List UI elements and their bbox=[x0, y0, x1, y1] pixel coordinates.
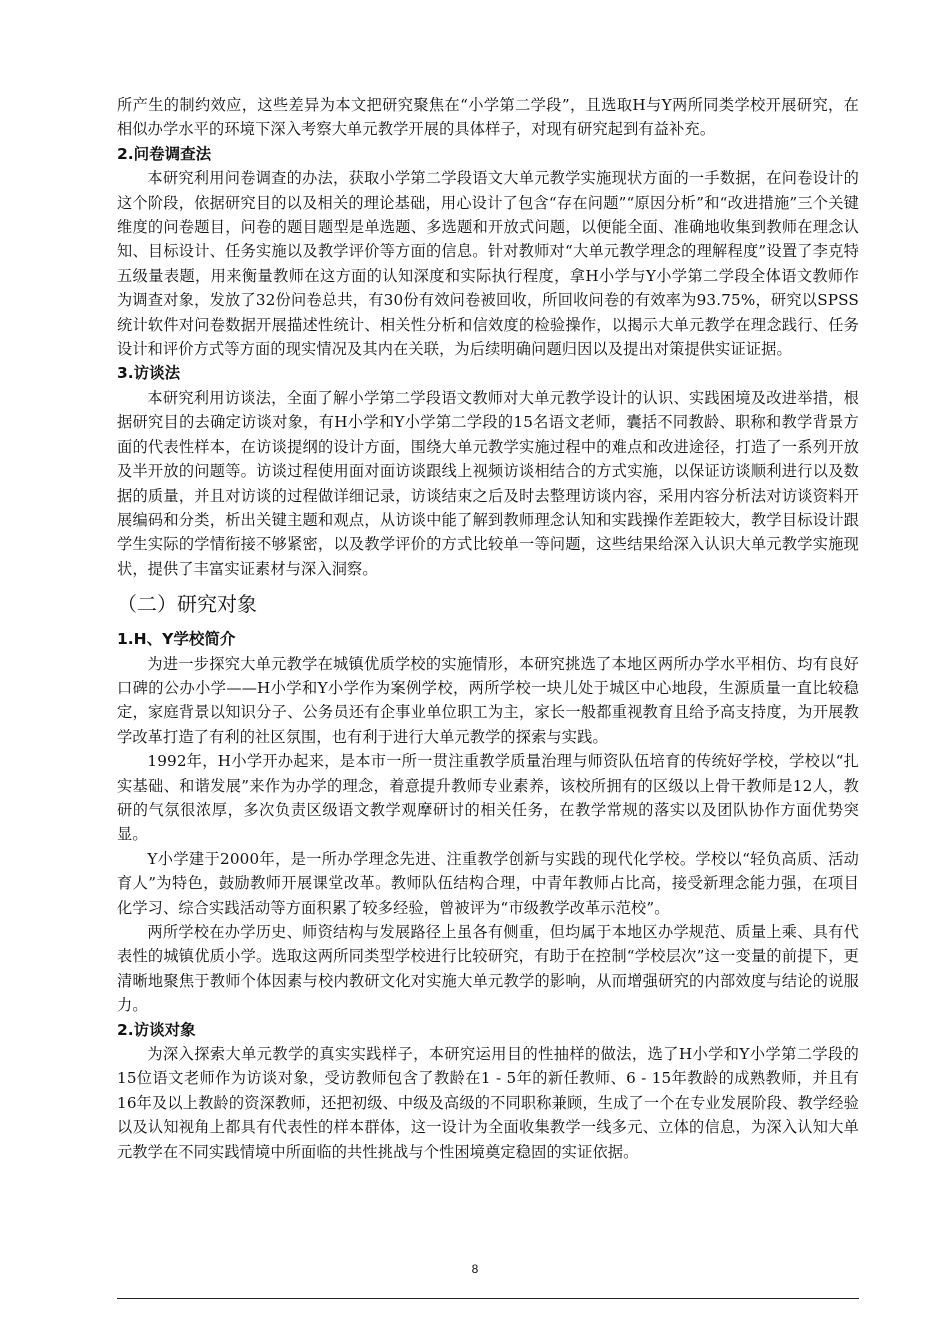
questionnaire-paragraph: 本研究利用问卷调查的办法，获取小学第二学段语文大单元教学实施现状方面的一手数据，在问卷设计的这个阶段，依据研究目的以及相关的理论基础，用心设计了包含“存在问题”“原因分析”和“改进措施”三个关键维度的问卷题目，问卷的题目题型是单选题、多选题和开放式问题，以便能全面、准确地收集到教师在理念认知、目标设计、任务实施以及教学评价等方面的信息。针对教师对“大单元教学理念的理解程度”设置了李克特五级量表题，用来衡量教师在这方面的认知深度和实际执行程度，拿H小学与Y小学第二学段全体语文教师作为调查对象，发放了32份问卷总共，有30份有效问卷被回收，所回收问卷的有效率为93.75%，研究以SPSS统计软件对问卷数据开展描述性统计、相关性分析和信效度的检验操作，以揭示大单元教学在理念践行、任务设计和评价方式等方面的现实情况及其内在关联，为后续明确问题归因以及提出对策提供实证证据。 bbox=[117, 169, 859, 359]
interviewees-heading: 2.访谈对象 bbox=[117, 1020, 196, 1039]
schools-paragraph-2: 1992年，H小学开办起来，是本市一所一贯注重教学质量治理与师资队伍培育的传统好学校，学校以“扎实基础、和谐发展”来作为办学的理念，着意提升教师专业素养，该校所拥有的区级以上骨干教师是12人，教研的气氛很浓厚，多次负责区级语文教学观摩研讨的相关任务，在教学常规的落实以及团队协作方面优势突显。 bbox=[117, 752, 859, 844]
schools-paragraph-4: 两所学校在办学历史、师资结构与发展路径上虽各有侧重，但均属于本地区办学规范、质量上乘、具有代表性的城镇优质小学。选取这两所同类型学校进行比较研究，有助于在控制“学校层次”这一变量的前提下，更清晰地聚焦于教师个体因素与校内教研文化对实施大单元教学的影响，从而增强研究的内部效度与结论的说服力。 bbox=[117, 923, 859, 1015]
footer-divider bbox=[117, 1298, 859, 1299]
schools-paragraph-1: 为进一步探究大单元教学在城镇优质学校的实施情形，本研究挑选了本地区两所办学水平相仿、均有良好口碑的公办小学——H小学和Y小学作为案例学校，两所学校一块儿处于城区中心地段，生源质量一直比较稳定，家庭背景以知识分子、公务员还有企事业单位职工为主，家长一般都重视教育且给予高支持度，为开展教学改革打造了有利的社区氛围，也有利于进行大单元教学的探索与实践。 bbox=[117, 654, 859, 746]
schools-paragraph-3: Y小学建于2000年，是一所办学理念先进、注重教学创新与实践的现代化学校。学校以“轻负高质、活动育人”为特色，鼓励教师开展课堂改革。教师队伍结构合理，中青年教师占比高，接受新理念能力强，在项目化学习、综合实践活动等方面积累了较多经验，曾被评为“市级教学改革示范校”。 bbox=[117, 849, 859, 917]
intro-paragraph: 所产生的制约效应，这些差异为本文把研究聚焦在“小学第二学段”，且选取H与Y两所同类学校开展研究，在相似办学水平的环境下深入考察大单元教学开展的具体样子，对现有研究起到有益补充。 bbox=[117, 96, 859, 139]
interview-method-paragraph: 本研究利用访谈法，全面了解小学第二学段语文教师对大单元教学设计的认识、实践困境及改进举措，根据研究目的去确定访谈对象，有H小学和Y小学第二学段的15名语文老师，囊括不同教龄、职称和教学背景方面的代表性样本，在访谈提纲的设计方面，围绕大单元教学实施过程中的难点和改进途径，打造了一系列开放及半开放的问题等。访谈过程使用面对面访谈跟线上视频访谈相结合的方式实施，以保证访谈顺利进行以及数据的质量，并且对访谈的过程做详细记录，访谈结束之后及时去整理访谈内容，采用内容分析法对访谈资料开展编码和分类，析出关键主题和观点，从访谈中能了解到教师理念认知和实践操作差距较大，教学目标设计跟学生实际的学情衔接不够紧密，以及教学评价的方式比较单一等问题，这些结果给深入认识大单元教学实施现状，提供了丰富实证素材与深入洞察。 bbox=[117, 388, 859, 578]
research-objects-heading: （二）研究对象 bbox=[117, 592, 257, 617]
questionnaire-heading: 2.问卷调查法 bbox=[117, 144, 212, 163]
interview-method-heading: 3.访谈法 bbox=[117, 364, 181, 383]
schools-intro-heading: 1.H、Y学校简介 bbox=[117, 630, 236, 649]
page-number: 8 bbox=[471, 1262, 479, 1276]
interviewees-paragraph: 为深入探索大单元教学的真实实践样子，本研究运用目的性抽样的做法，选了H小学和Y小学第二学段的15位语文老师作为访谈对象，受访教师包含了教龄在1 - 5年的新任教师、6 - 15年教龄的成熟教师，并且有16年及以上教龄的资深教师，还把初级、中级及高级的不同职称兼顾，生成了一个在专业发展阶段、教学经验以及认知视角上都具有代表性的样本群体，这一设计为全面收集教学一线多元、立体的信息，为深入认知大单元教学在不同实践情境中所面临的共性挑战与个性困境奠定稳固的实证依据。 bbox=[117, 1045, 859, 1161]
document-page bbox=[117, 93, 859, 1164]
